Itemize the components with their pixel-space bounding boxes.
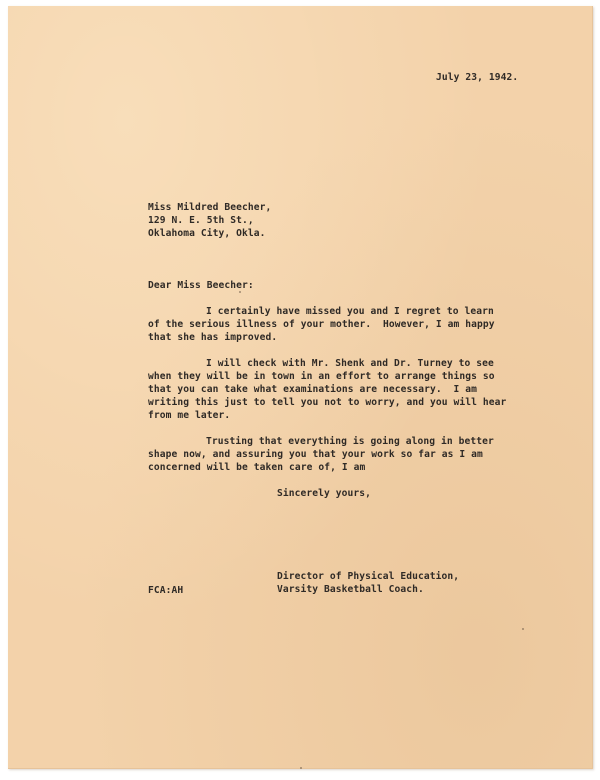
paragraph-2-line-3: that you can take what examinations are necessary. I am: [148, 384, 478, 395]
paragraph-3-line-2: shape now, and assuring you that your work so far as I am: [148, 449, 483, 460]
recipient-street: 129 N. E. 5th St.,: [148, 215, 254, 226]
paragraph-2-line-5: from me later.: [148, 410, 231, 421]
signature-title-line-2: Varsity Basketball Coach.: [277, 584, 424, 595]
signature-title-line-1: Director of Physical Education,: [277, 571, 460, 582]
paper-speck: [239, 291, 241, 293]
paragraph-2-line-2: when they will be in town in an effort to arrange things so: [148, 371, 495, 382]
paragraph-3-line-3: concerned will be taken care of, I am: [148, 462, 366, 473]
paragraph-3-line-1: Trusting that everything is going along in better: [206, 436, 494, 447]
letter-date: July 23, 1942.: [436, 72, 519, 83]
paragraph-1-line-2: of the serious illness of your mother. However, I am happy: [148, 319, 495, 330]
typist-initials: FCA:AH: [148, 585, 184, 596]
paragraph-1-line-1: I certainly have missed you and I regret to learn: [206, 306, 494, 317]
paragraph-2-line-4: writing this just to tell you not to worry, and you will hear: [148, 397, 507, 408]
paper-speck: [522, 628, 524, 630]
recipient-name: Miss Mildred Beecher,: [148, 202, 272, 213]
paragraph-2-line-1: I will check with Mr. Shenk and Dr. Turney to see: [206, 358, 494, 369]
salutation: Dear Miss Beecher:: [148, 280, 254, 291]
paragraph-1-line-3: that she has improved.: [148, 332, 278, 343]
closing: Sincerely yours,: [277, 488, 372, 499]
recipient-city: Oklahoma City, Okla.: [148, 228, 266, 239]
paper-speck: [300, 767, 302, 769]
